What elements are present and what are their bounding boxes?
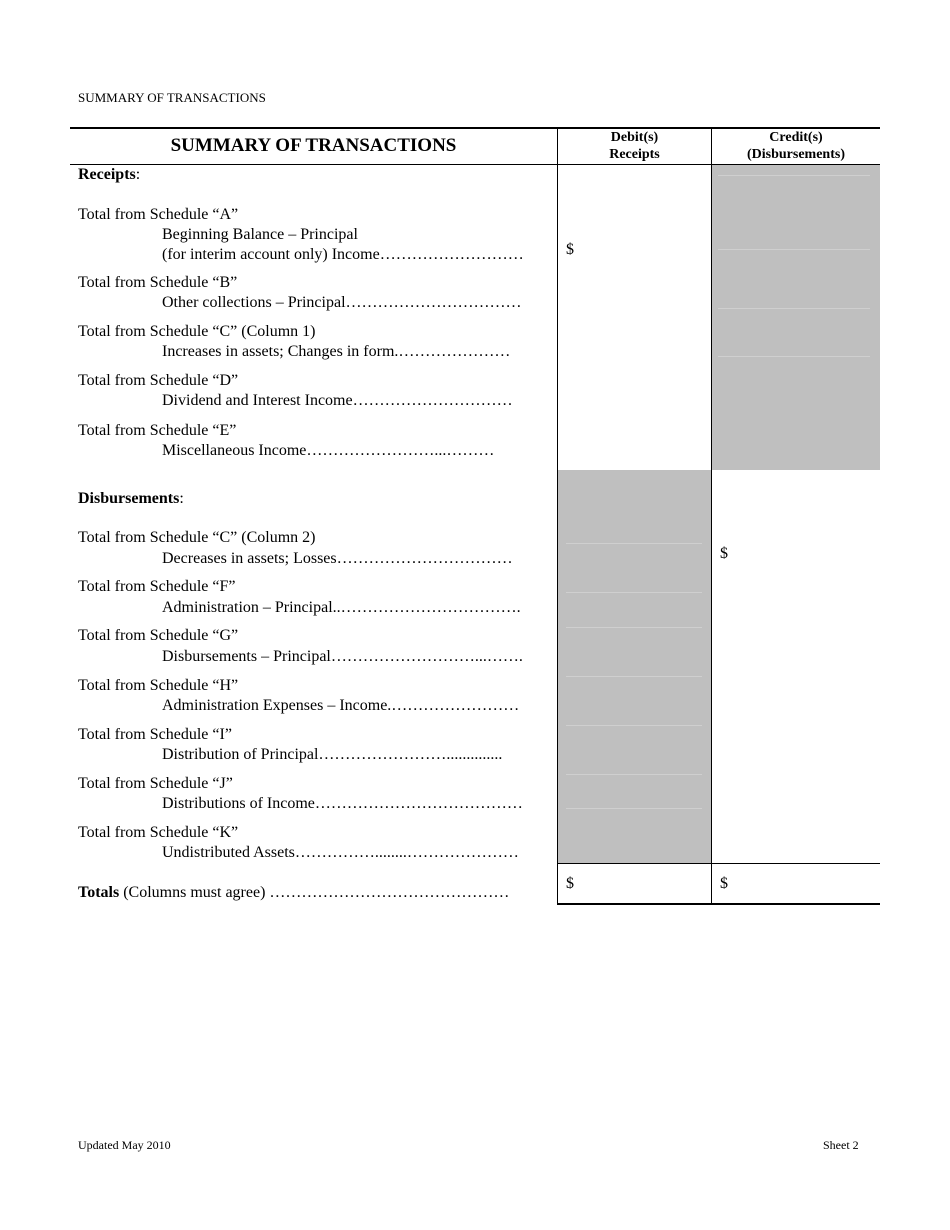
totals-credit-currency: $ — [720, 875, 728, 892]
disbursement-detail: Decreases in assets; Losses…………………………… — [162, 550, 513, 567]
shade-divider — [718, 249, 870, 250]
disbursements-label: Disbursements — [78, 490, 180, 507]
disbursement-detail: Disbursements – Principal………………………...……. — [162, 648, 523, 665]
credit-receipts-shaded-area — [712, 165, 880, 470]
disbursement-line: Total from Schedule “C” (Column 2) — [78, 529, 316, 546]
debit-column-title: Debit(s) — [610, 130, 659, 145]
credit-column-title: Credit(s) — [769, 130, 823, 145]
credit-column-header — [712, 129, 880, 163]
disbursement-detail: Administration – Principal..……………………………. — [162, 599, 521, 616]
disbursement-detail: Undistributed Assets……………........………………… — [162, 844, 519, 861]
totals-top-border — [557, 863, 880, 864]
receipts-debit-currency: $ — [566, 241, 574, 258]
shade-divider — [566, 627, 702, 628]
disbursement-line: Total from Schedule “G” — [78, 627, 239, 644]
disbursement-detail: Distributions of Income………………………………… — [162, 795, 523, 812]
totals-note: (Columns must agree) ……………………………………… — [119, 884, 510, 901]
receipts-colon: : — [135, 166, 141, 183]
debit-column-subtitle: Receipts — [609, 147, 660, 162]
disbursement-line: Total from Schedule “F” — [78, 578, 236, 595]
shade-divider — [566, 774, 702, 775]
receipt-line: Total from Schedule “E” — [78, 422, 237, 439]
receipt-line: Total from Schedule “D” — [78, 372, 239, 389]
shade-divider — [718, 175, 870, 176]
receipt-line: Total from Schedule “B” — [78, 274, 238, 291]
shade-divider — [566, 543, 702, 544]
shade-divider — [718, 308, 870, 309]
receipt-detail: Increases in assets; Changes in form.………………… — [162, 343, 511, 360]
disbursement-detail: Administration Expenses – Income.…………………… — [162, 697, 520, 714]
receipt-line: Total from Schedule “C” (Column 1) — [78, 323, 316, 340]
disbursements-credit-currency: $ — [720, 545, 728, 562]
footer-sheet-number: Sheet 2 — [823, 1138, 859, 1152]
receipt-detail: (for interim account only) Income……………………… — [162, 246, 524, 263]
receipts-label: Receipts — [78, 166, 136, 183]
totals-debit-currency: $ — [566, 875, 574, 892]
debit-column-header — [558, 129, 711, 163]
disbursements-colon: : — [179, 490, 184, 507]
totals-row-label — [78, 884, 509, 902]
shade-divider — [718, 356, 870, 357]
receipt-detail: Miscellaneous Income……………………...……… — [162, 442, 495, 459]
disbursement-line: Total from Schedule “J” — [78, 775, 233, 792]
shade-divider — [566, 676, 702, 677]
disbursements-heading — [78, 490, 184, 508]
debit-disbursements-shaded-area — [558, 470, 711, 863]
shade-divider — [566, 592, 702, 593]
receipts-heading — [78, 166, 140, 184]
totals-label: Totals — [78, 884, 120, 901]
table-bottom-border — [557, 903, 880, 905]
disbursement-detail: Distribution of Principal…………………….............. — [162, 746, 503, 763]
disbursement-line: Total from Schedule “H” — [78, 677, 239, 694]
shade-divider — [566, 808, 702, 809]
receipt-detail: Dividend and Interest Income………………………… — [162, 392, 513, 409]
receipt-line: Total from Schedule “A” — [78, 206, 239, 223]
receipt-detail: Other collections – Principal…………………………… — [162, 294, 522, 311]
footer-updated-date: Updated May 2010 — [78, 1138, 171, 1152]
shade-divider — [566, 725, 702, 726]
receipt-detail: Beginning Balance – Principal — [162, 226, 358, 243]
disbursement-line: Total from Schedule “I” — [78, 726, 232, 743]
table-title: SUMMARY OF TRANSACTIONS — [170, 135, 457, 156]
page-header-label: SUMMARY OF TRANSACTIONS — [78, 90, 266, 105]
disbursement-line: Total from Schedule “K” — [78, 824, 239, 841]
credit-column-subtitle: (Disbursements) — [747, 147, 845, 162]
